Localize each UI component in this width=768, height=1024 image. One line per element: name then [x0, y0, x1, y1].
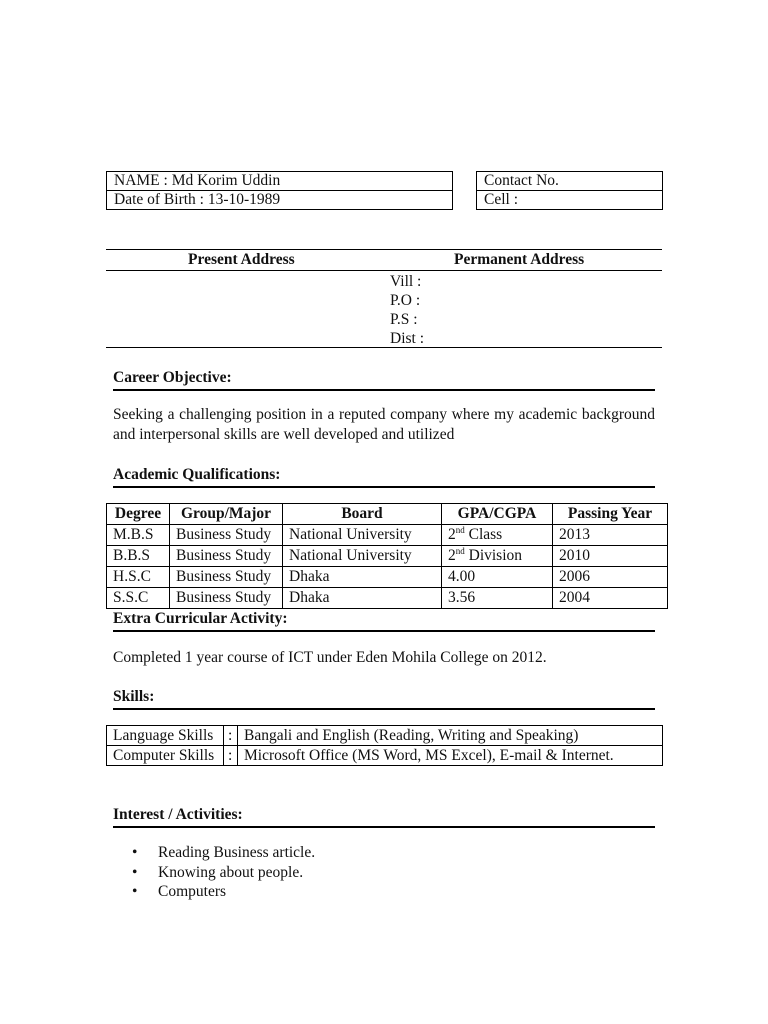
table-row	[107, 726, 663, 746]
career-objective-text: Seeking a challenging position in a reputed company where my academic background and interpersonal skills are well developed and utilized	[113, 406, 655, 443]
personal-info-box	[106, 171, 453, 210]
address-header	[106, 249, 662, 271]
academic-header-row	[107, 504, 668, 525]
board-cell: Dhaka	[283, 567, 442, 588]
interests-title: Interest / Activities:	[113, 805, 655, 828]
skill-value: Microsoft Office (MS Word, MS Excel), E-mail & Internet.	[238, 746, 663, 766]
contact-label: Contact No.	[477, 172, 663, 191]
col-board: Board	[283, 504, 442, 525]
degree-cell: S.S.C	[107, 588, 170, 609]
contact-box	[476, 171, 663, 210]
list-item: • Reading Business article.	[113, 843, 655, 863]
present-address-header: Present Address	[188, 251, 295, 268]
skill-separator: :	[224, 726, 238, 746]
col-group: Group/Major	[170, 504, 283, 525]
skill-separator: :	[224, 746, 238, 766]
extra-curricular-title: Extra Curricular Activity:	[113, 609, 655, 632]
interests-list	[113, 843, 655, 902]
group-cell: Business Study	[170, 525, 283, 546]
board-cell: Dhaka	[283, 588, 442, 609]
vill-label: Vill :	[390, 273, 422, 290]
dob-line: Date of Birth : 13-10-1989	[107, 191, 453, 210]
table-row	[107, 588, 668, 609]
po-label: P.O :	[390, 292, 421, 309]
year-cell: 2006	[553, 567, 668, 588]
group-cell: Business Study	[170, 588, 283, 609]
gpa-cell: 4.00	[442, 567, 553, 588]
skill-label: Language Skills	[107, 726, 224, 746]
year-cell: 2004	[553, 588, 668, 609]
dist-label: Dist :	[390, 330, 425, 347]
table-row	[107, 525, 668, 546]
cell-label: Cell :	[477, 191, 663, 210]
degree-cell: B.B.S	[107, 546, 170, 567]
name-line: NAME : Md Korim Uddin	[107, 172, 453, 191]
address-fields	[106, 271, 662, 348]
list-item: • Knowing about people.	[113, 863, 655, 883]
col-gpa: GPA/CGPA	[442, 504, 553, 525]
skill-label: Computer Skills	[107, 746, 224, 766]
skill-value: Bangali and English (Reading, Writing and Speaking)	[238, 726, 663, 746]
skills-table	[106, 725, 663, 766]
degree-cell: M.B.S	[107, 525, 170, 546]
gpa-cell: 3.56	[442, 588, 553, 609]
col-degree: Degree	[107, 504, 170, 525]
col-year: Passing Year	[553, 504, 668, 525]
table-row	[107, 567, 668, 588]
ps-label: P.S :	[390, 311, 418, 328]
extra-curricular-text: Completed 1 year course of ICT under Eden Mohila College on 2012.	[113, 649, 547, 666]
permanent-address-header: Permanent Address	[454, 251, 585, 268]
table-row	[107, 546, 668, 567]
academic-title: Academic Qualifications:	[113, 465, 655, 488]
career-objective-title: Career Objective:	[113, 368, 655, 391]
degree-cell: H.S.C	[107, 567, 170, 588]
group-cell: Business Study	[170, 546, 283, 567]
board-cell: National University	[283, 546, 442, 567]
list-item: • Computers	[113, 882, 655, 902]
skills-title: Skills:	[113, 687, 655, 710]
academic-table	[106, 503, 668, 609]
board-cell: National University	[283, 525, 442, 546]
gpa-cell: 2nd Class	[442, 525, 553, 546]
group-cell: Business Study	[170, 567, 283, 588]
address-block	[106, 249, 662, 348]
table-row	[107, 746, 663, 766]
year-cell: 2010	[553, 546, 668, 567]
year-cell: 2013	[553, 525, 668, 546]
gpa-cell: 2nd Division	[442, 546, 553, 567]
